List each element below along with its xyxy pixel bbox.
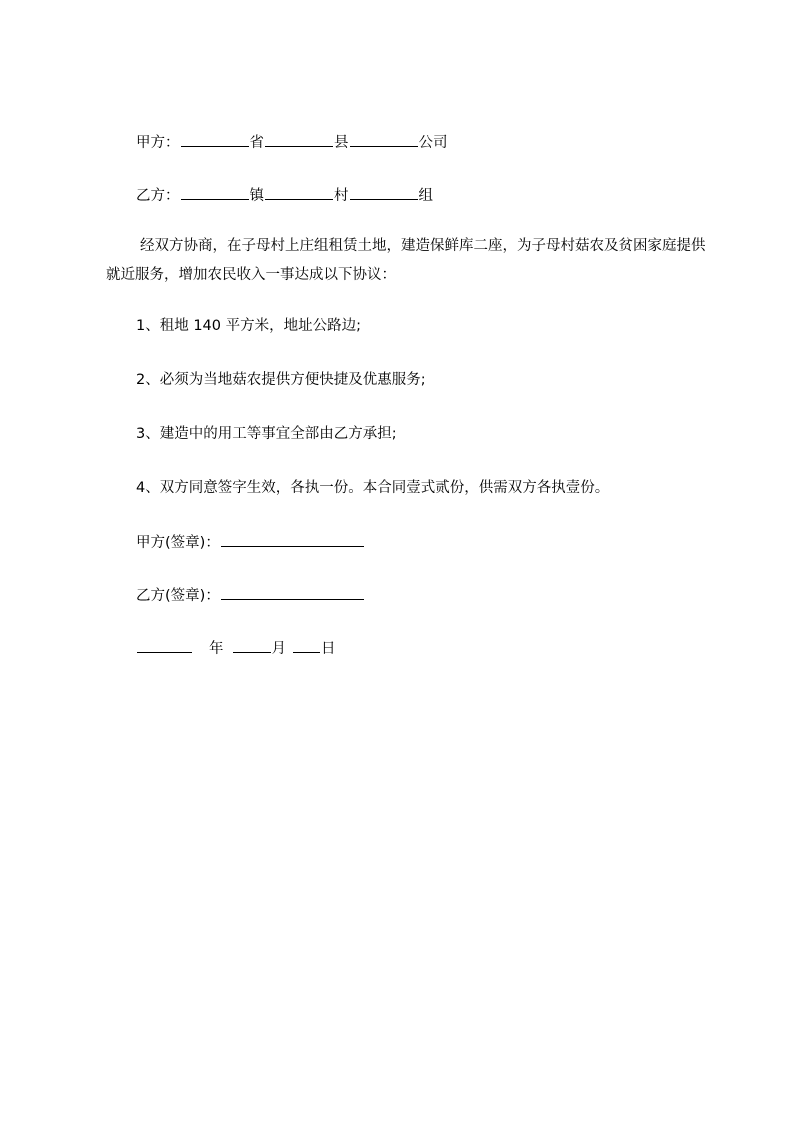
- village-text: 村: [334, 188, 349, 204]
- signature-party-b-blank: [221, 585, 364, 600]
- signature-party-a: [136, 532, 365, 553]
- signature-party-a-label: 甲方(签章)：: [136, 535, 220, 551]
- group-text: 组: [418, 188, 433, 204]
- village-blank: [265, 185, 333, 200]
- signature-party-b: [136, 585, 365, 606]
- clause-2: 2、必须为当地菇农提供方便快捷及优惠服务;: [136, 372, 426, 388]
- clause-3: 3、建造中的用工等事宜全部由乙方承担;: [136, 426, 397, 442]
- clause-1: 1、租地 140 平方米，地址公路边;: [136, 318, 362, 334]
- signature-party-b-label: 乙方(签章)：: [136, 588, 220, 604]
- group-blank: [350, 185, 418, 200]
- intro-paragraph: 经双方协商，在子母村上庄组租赁土地，建造保鲜库二座，为子母村菇农及贫困家庭提供就近服务，增加农民收入一事达成以下协议：: [106, 238, 706, 283]
- year-text: 年: [209, 641, 224, 657]
- signature-party-a-blank: [221, 532, 364, 547]
- day-blank: [293, 638, 320, 653]
- day-text: 日: [321, 641, 336, 657]
- company-blank: [350, 132, 418, 147]
- town-text: 镇: [249, 188, 264, 204]
- province-text: 省: [249, 135, 264, 151]
- party-b-line: [136, 185, 433, 206]
- county-blank: [265, 132, 333, 147]
- party-a-line: [136, 132, 448, 153]
- province-blank: [181, 132, 249, 147]
- county-text: 县: [334, 135, 349, 151]
- company-text: 公司: [418, 135, 448, 151]
- month-text: 月: [271, 641, 286, 657]
- town-blank: [181, 185, 249, 200]
- month-blank: [233, 638, 271, 653]
- party-b-label: 乙方：: [136, 188, 180, 204]
- party-a-label: 甲方：: [136, 135, 180, 151]
- date-line: [136, 638, 336, 659]
- year-blank: [137, 638, 192, 653]
- clause-4: 4、双方同意签字生效，各执一份。本合同壹式贰份，供需双方各执壹份。: [136, 480, 610, 496]
